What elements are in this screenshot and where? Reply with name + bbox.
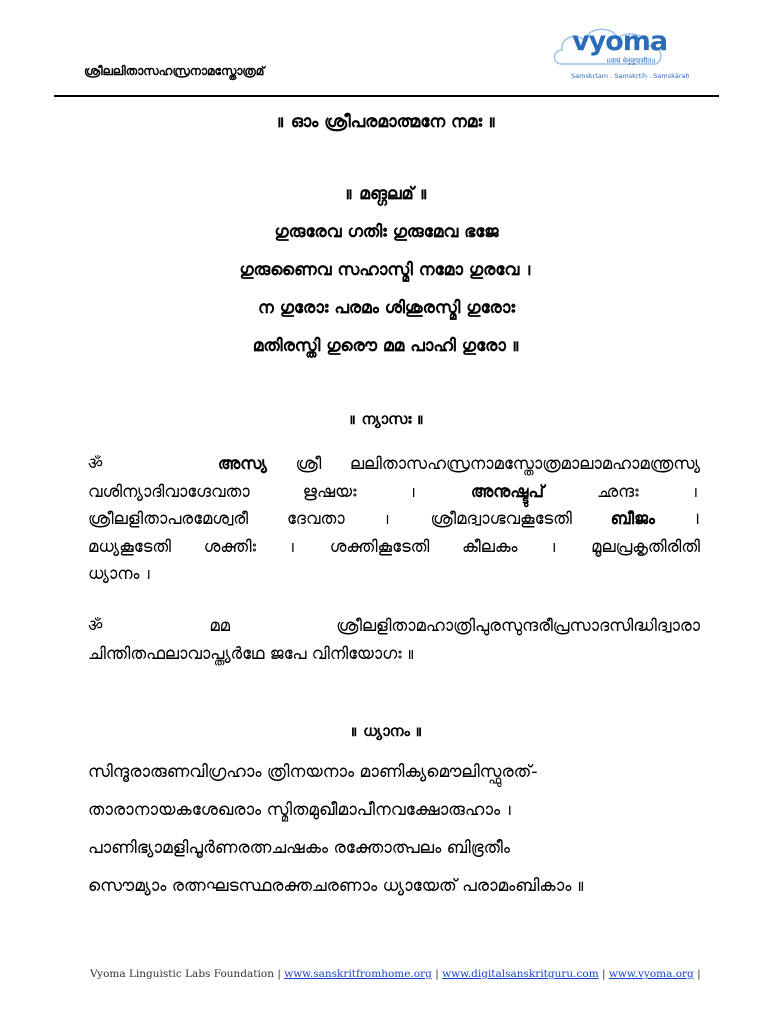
text-segment: ഋഷയഃ	[302, 481, 357, 501]
om-symbol: ॐ	[88, 454, 104, 473]
mangalam-line: ന ഗുരോഃ പരമം ശിശുരസ്മി ഗുരോഃ	[258, 298, 515, 318]
paragraph-line	[88, 450, 700, 478]
text-segment: ।	[693, 509, 700, 528]
text-segment: ।	[691, 481, 700, 501]
mangalam-line: ഗുരുരേവ ഗതിഃ ഗുരുമേവ ഭജേ	[274, 222, 499, 242]
om-symbol: ॐ	[88, 616, 104, 635]
text-segment: അനുഷ്ടുപ്	[470, 481, 544, 501]
logo-tagline: Saṃskṛtam . Saṃskṛtiḥ . Saṃskāraḥ	[571, 72, 690, 80]
text-segment: ശ്രീലളിതാപരമേശ്വരീ	[88, 509, 249, 528]
paragraph-line	[88, 478, 700, 506]
paragraph-line: ധ്യാനം ।	[88, 564, 153, 583]
text-segment: ബീജം	[610, 509, 655, 528]
text-segment: ശ്രീലളിതാമഹാത്രിപുരസുന്ദരീപ്രസാദസിദ്ധിദ്വാരാ	[336, 616, 700, 635]
footer-separator: |	[602, 968, 606, 980]
footer-org: Vyoma Linguistic Labs Foundation	[90, 968, 274, 980]
nyasa-paragraph-2	[88, 612, 700, 667]
mangalam-line: മതിരസ്തി ഗുരൌ മമ പാഹി ഗുരോ ॥	[252, 336, 521, 356]
dhyana-verse-line: സൌമ്യാം രത്നഘടസ്ഥരക്തചരണാം ധ്യായേത് പരാമംബികാം ॥	[88, 876, 586, 896]
nyasa-paragraph-1	[88, 450, 700, 588]
text-segment: ദേവതാ	[286, 509, 345, 528]
text-segment: ।	[383, 509, 392, 528]
nyasa-heading: ॥ ന്യാസഃ ॥	[348, 410, 425, 428]
footer-separator: |	[277, 968, 281, 980]
text-segment: മമ	[209, 616, 231, 635]
document-header-title: ശ്രീലലിതാസഹസ്രനാമസ്തോത്രമ്	[84, 64, 265, 78]
logo-wordmark: vyoma	[572, 26, 668, 57]
paragraph-line: മധ്യകൂടേതി ശക്തിഃ । ശക്തികൂടേതി കീലകം । മൂലപ്രകൃതിരിതി	[88, 536, 700, 556]
vyoma-logo	[550, 20, 690, 82]
dhyana-verse-line: സിന്ദൂരാരുണവിഗ്രഹാം ത്രിനയനാം മാണിക്യമൌലിസ്ഫുരത്-	[88, 762, 538, 782]
dhyana-heading: ॥ ധ്യാനം ॥	[350, 722, 423, 740]
paragraph-line	[88, 612, 700, 640]
invocation: ॥ ഓം ശ്രീപരമാത്മനേ നമഃ ॥	[276, 112, 497, 132]
footer-separator: |	[435, 968, 439, 980]
logo-motto: ॥वाचं धेनुमुपासीत॥	[606, 57, 656, 65]
paragraph-line	[88, 505, 700, 533]
footer-link-sanskritfromhome[interactable]: www.sanskritfromhome.org	[284, 968, 432, 980]
mangalam-line: ഗുരുണൈവ സഹാസ്മി നമോ ഗുരവേ ।	[239, 260, 534, 280]
paragraph-line: ചിന്തിതഫലാവാപ്ത്യർഥേ ജപേ വിനിയോഗഃ ॥	[88, 643, 416, 663]
text-segment: ലലിതാസഹസ്രനാമസ്തോത്രമാലാമഹാമന്ത്രസ്യ	[350, 454, 701, 473]
text-segment: ശ്രീമദ്വാഗ്ഭവകൂടേതി	[430, 509, 572, 528]
header-divider	[54, 95, 719, 97]
footer-separator: |	[697, 968, 701, 980]
text-segment: വശിന്യാദിവാഗ്ദേവതാ	[88, 481, 250, 501]
text-segment: ശ്രീ	[295, 454, 322, 473]
text-segment: ഛന്ദഃ	[597, 481, 639, 501]
dhyana-verse-line: താരാനായകശേഖരാം സ്മിതമുഖീമാപീനവക്ഷോരുഹാം ।	[88, 800, 515, 820]
text-segment: അസ്യ	[217, 454, 267, 473]
footer-link-digitalsanskritguru[interactable]: www.digitalsanskritguru.com	[442, 968, 599, 980]
mangalam-heading: ॥ മങ്ഗലമ് ॥	[344, 184, 429, 204]
footer-link-vyoma[interactable]: www.vyoma.org	[608, 968, 694, 980]
dhyana-verse-line: പാണിഭ്യാമളിപൂർണരത്നചഷകം രക്തോത്പലം ബിഭ്രതീം	[88, 838, 510, 858]
text-segment: ।	[409, 481, 418, 501]
footer	[90, 968, 701, 980]
